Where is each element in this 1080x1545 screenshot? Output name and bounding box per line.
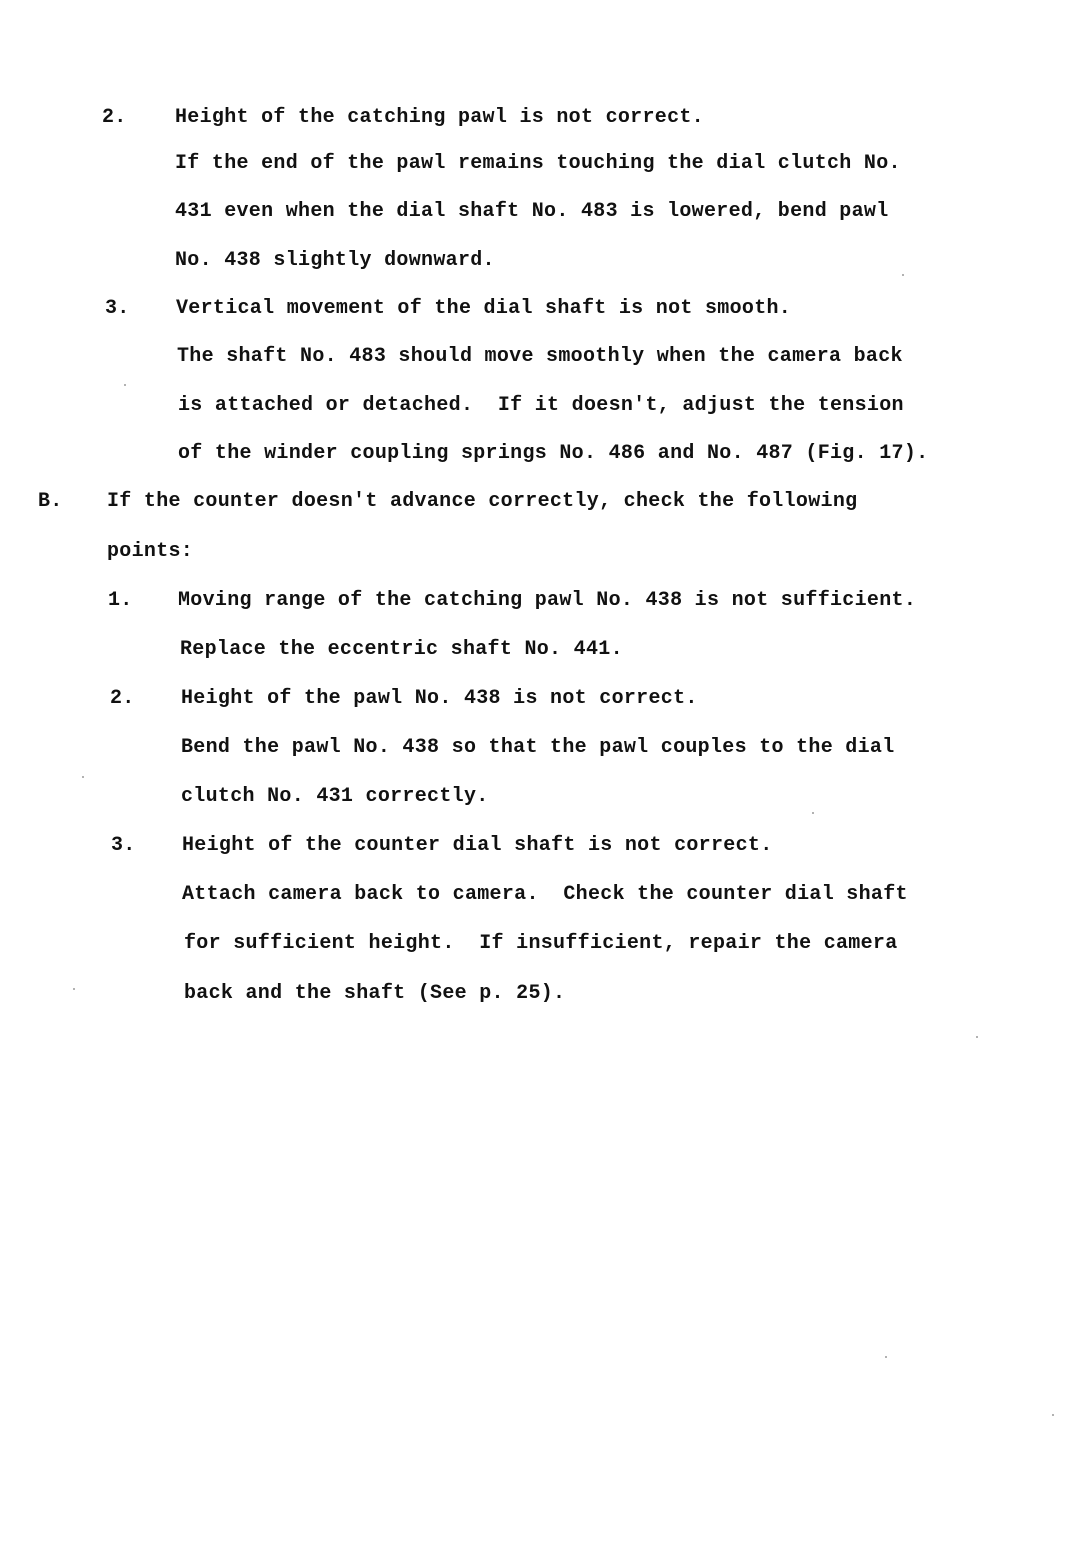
- scan-speck: [812, 812, 814, 814]
- item-heading: Height of the counter dial shaft is not correct.: [182, 834, 773, 857]
- item-body-line: No. 438 slightly downward.: [175, 249, 495, 272]
- scan-speck: [1052, 1414, 1054, 1416]
- item-body-line: back and the shaft (See p. 25).: [184, 982, 566, 1005]
- item-body-line: If the end of the pawl remains touching the dial clutch No.: [175, 152, 901, 175]
- item-body-line: Bend the pawl No. 438 so that the pawl couples to the dial: [181, 736, 895, 759]
- item-body-line: The shaft No. 483 should move smoothly when the camera back: [177, 345, 903, 368]
- scan-speck: [82, 776, 84, 778]
- scan-speck: [976, 1036, 978, 1038]
- item-body-line: is attached or detached. If it doesn't, adjust the tension: [178, 394, 904, 417]
- item-body-line: of the winder coupling springs No. 486 and No. 487 (Fig. 17).: [178, 442, 929, 465]
- item-number: 1.: [108, 589, 133, 612]
- item-number: 3.: [111, 834, 136, 857]
- item-heading: Vertical movement of the dial shaft is not smooth.: [176, 297, 792, 320]
- section-intro-line: points:: [107, 540, 194, 563]
- item-number: 3.: [105, 297, 130, 320]
- item-body-line: Replace the eccentric shaft No. 441.: [180, 638, 623, 661]
- section-letter: B.: [38, 490, 63, 513]
- scan-speck: [885, 1356, 887, 1358]
- item-heading: Moving range of the catching pawl No. 438 is not sufficient.: [178, 589, 917, 612]
- item-heading: Height of the catching pawl is not correct.: [175, 106, 704, 129]
- item-number: 2.: [110, 687, 135, 710]
- scan-speck: [73, 988, 75, 990]
- scan-speck: [902, 274, 904, 276]
- item-body-line: 431 even when the dial shaft No. 483 is lowered, bend pawl: [175, 200, 889, 223]
- item-heading: Height of the pawl No. 438 is not correct.: [181, 687, 698, 710]
- scan-speck: [124, 384, 126, 386]
- section-intro-line: If the counter doesn't advance correctly, check the following: [107, 490, 858, 513]
- item-body-line: for sufficient height. If insufficient, repair the camera: [184, 932, 898, 955]
- item-number: 2.: [102, 106, 127, 129]
- item-body-line: Attach camera back to camera. Check the counter dial shaft: [182, 883, 908, 906]
- item-body-line: clutch No. 431 correctly.: [181, 785, 489, 808]
